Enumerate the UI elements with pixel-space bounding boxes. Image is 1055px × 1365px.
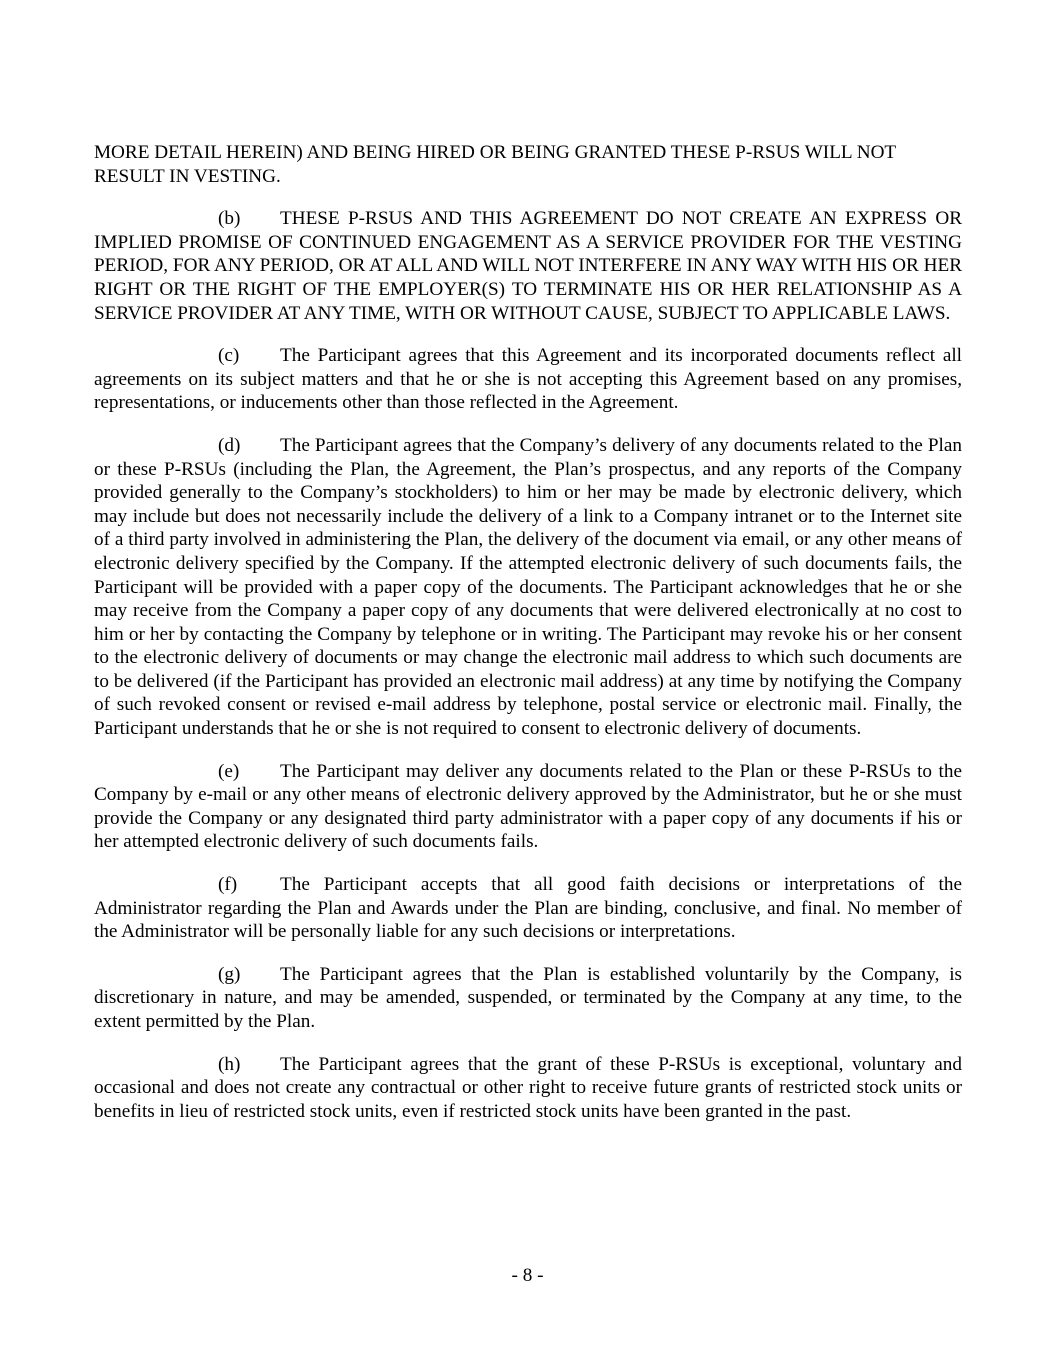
paragraph-label: (g) [218, 963, 241, 985]
paragraph-d [94, 434, 962, 741]
paragraph-text: The Participant may deliver any documents related to the Plan or these P-RSUs to the Company by e-mail or any other means of electronic delivery approved by the Administrator, but he or she must provide the Company or any designated third party administrator with a paper copy of any documents if his or her attempted electronic delivery of such documents fails. [94, 760, 962, 853]
paragraph-h [94, 1053, 962, 1124]
paragraph-label: (f) [218, 874, 238, 896]
paragraph-text: The Participant agrees that the Plan is established voluntarily by the Company, is discretionary in nature, and may be amended, suspended, or terminated by the Company at any time, to the extent permitted by the Plan. [94, 963, 962, 1032]
paragraph-text: The Participant accepts that all good faith decisions or interpretations of the Administrator regarding the Plan and Awards under the Plan are binding, conclusive, and final. No member of the Administrator will be personally liable for any such decisions or interpretations. [94, 874, 962, 943]
continuation-paragraph [94, 141, 962, 188]
page-number: - 8 - [511, 1265, 544, 1286]
paragraph-text: MORE DETAIL HEREIN) AND BEING HIRED OR BEING GRANTED THESE P-RSUS WILL NOT RESULT IN VESTING. [94, 142, 896, 187]
document-body [94, 141, 962, 1142]
paragraph-text: The Participant agrees that the Company’s delivery of any documents related to the Plan or these P-RSUs (including the Plan, the Agreement, the Plan’s prospectus, and any reports of the Company provided generally to the Company’s stockholders) to him or her may be made by electronic delivery, which may include but does not necessarily include the delivery of a link to a Company intranet or to the Internet site of a third party involved in administering the Plan, the delivery of the document via email, or any other means of electronic delivery specified by the Company. If the attempted electronic delivery of such documents fails, the Participant will be provided with a paper copy of the documents. The Participant acknowledges that he or she may receive from the Company a paper copy of any documents that were delivered electronically at no cost to him or her by contacting the Company by telephone or in writing. The Participant may revoke his or her consent to the electronic delivery of documents or may change the electronic mail address to which such documents are to be delivered (if the Participant has provided an electronic mail address) at any time by notifying the Company of such revoked consent or revised e-mail address by telephone, postal service or electronic mail. Finally, the Participant understands that he or she is not required to consent to electronic delivery of documents. [94, 434, 962, 740]
paragraph-text: The Participant agrees that the grant of these P-RSUs is exceptional, voluntary and occasional and does not create any contractual or other right to receive future grants of restricted stock units or benefits in lieu of restricted stock units, even if restricted stock units have been granted in the past. [94, 1053, 962, 1122]
paragraph-e [94, 760, 962, 854]
paragraph-text: The Participant agrees that this Agreement and its incorporated documents reflect all agreements on its subject matters and that he or she is not accepting this Agreement based on any promises, representations, or inducements other than those reflected in the Agreement. [94, 345, 962, 414]
paragraph-label: (b) [218, 208, 241, 230]
paragraph-label: (e) [218, 760, 240, 782]
paragraph-label: (h) [218, 1053, 241, 1075]
paragraph-label: (d) [218, 434, 241, 456]
paragraph-text: THESE P-RSUS AND THIS AGREEMENT DO NOT CREATE AN EXPRESS OR IMPLIED PROMISE OF CONTINUED ENGAGEMENT AS A SERVICE PROVIDER FOR THE VESTING PERIOD, FOR ANY PERIOD, OR AT ALL AND WILL NOT INTERFERE IN ANY WAY WITH HIS OR HER RIGHT OR THE RIGHT OF THE EMPLOYER(S) TO TERMINATE HIS OR HER RELATIONSHIP AS A SERVICE PROVIDER AT ANY TIME, WITH OR WITHOUT CAUSE, SUBJECT TO APPLICABLE LAWS. [94, 208, 962, 324]
paragraph-b [94, 207, 962, 325]
paragraph-f [94, 873, 962, 944]
paragraph-label: (c) [218, 345, 240, 367]
paragraph-g [94, 963, 962, 1034]
paragraph-c [94, 344, 962, 415]
